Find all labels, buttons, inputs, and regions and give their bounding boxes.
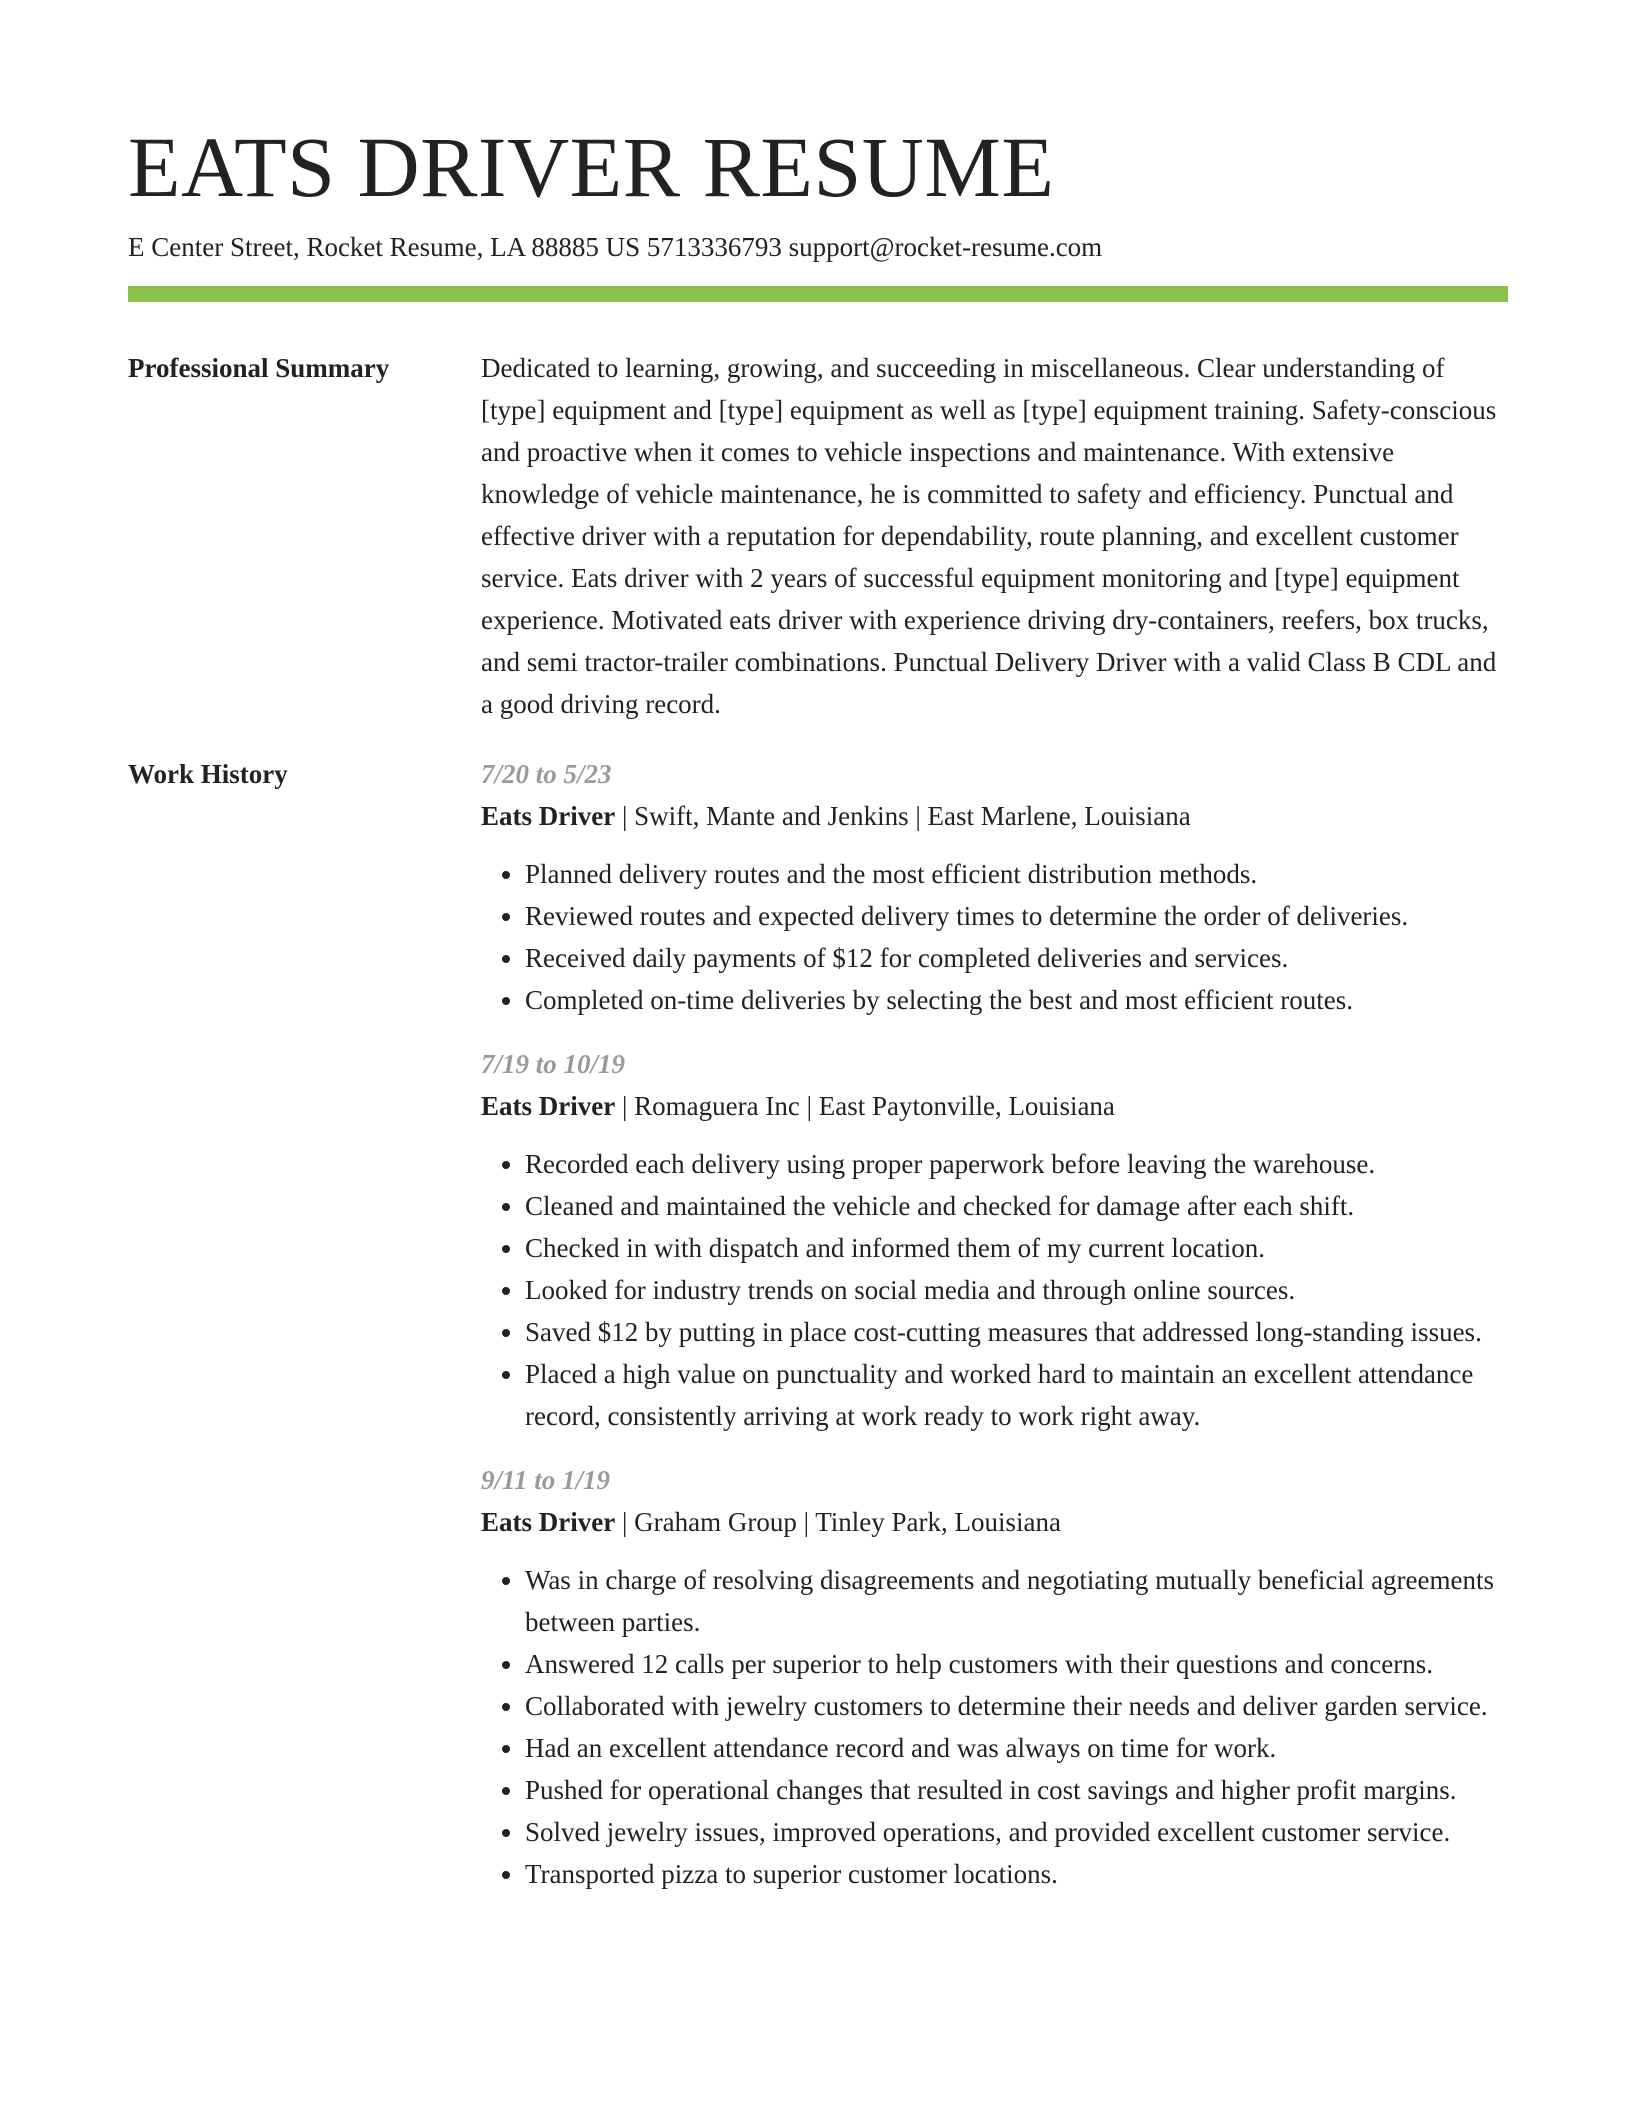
summary-body (481, 347, 1511, 725)
job-dates: 7/20 to 5/23 (481, 759, 612, 789)
job-location: East Paytonville, Louisiana (818, 1091, 1115, 1121)
job-separator: | (615, 1091, 635, 1121)
job-bullet: • Looked for industry trends on social media and through online sources. (525, 1269, 1511, 1311)
job-bullet-list (481, 1143, 1511, 1437)
job-bullet-list (481, 1559, 1511, 1895)
job-bullet: • Was in charge of resolving disagreements and negotiating mutually beneficial agreements between parties. (525, 1559, 1511, 1643)
job-bullet: • Reviewed routes and expected delivery times to determine the order of deliveries. (525, 895, 1511, 937)
job-bullet: • Checked in with dispatch and informed them of my current location. (525, 1227, 1511, 1269)
summary-heading: Professional Summary (128, 353, 390, 383)
job-entry (481, 753, 1511, 1021)
job-employer: Swift, Mante and Jenkins (634, 801, 909, 831)
job-bullet: • Pushed for operational changes that resulted in cost savings and higher profit margins. (525, 1769, 1511, 1811)
job-bullet: • Completed on-time deliveries by selecting the best and most efficient routes. (525, 979, 1511, 1021)
job-employer: Romaguera Inc (634, 1091, 800, 1121)
job-bullet: • Cleaned and maintained the vehicle and checked for damage after each shift. (525, 1185, 1511, 1227)
job-location: Tinley Park, Louisiana (815, 1507, 1061, 1537)
job-bullet: • Solved jewelry issues, improved operations, and provided excellent customer service. (525, 1811, 1511, 1853)
job-heading-line (481, 795, 1511, 837)
contact-line: E Center Street, Rocket Resume, LA 88885 US 5713336793 support@rocket-resume.com (128, 232, 1103, 262)
job-title: Eats Driver (481, 1091, 616, 1121)
work-history-body (481, 753, 1511, 1917)
job-bullet: • Transported pizza to superior customer locations. (525, 1853, 1511, 1895)
summary-section (128, 347, 1508, 727)
job-bullet: • Received daily payments of $12 for completed deliveries and services. (525, 937, 1511, 979)
job-bullet: • Saved $12 by putting in place cost-cutting measures that addressed long-standing issues. (525, 1311, 1511, 1353)
job-separator: | (615, 1507, 635, 1537)
job-bullet: • Recorded each delivery using proper paperwork before leaving the warehouse. (525, 1143, 1511, 1185)
job-dates: 9/11 to 1/19 (481, 1465, 611, 1495)
job-bullet: • Planned delivery routes and the most efficient distribution methods. (525, 853, 1511, 895)
job-heading-line (481, 1085, 1511, 1127)
job-separator: | (908, 801, 928, 831)
header-accent-rule (128, 286, 1508, 302)
job-bullet: • Had an excellent attendance record and was always on time for work. (525, 1727, 1511, 1769)
job-dates: 7/19 to 10/19 (481, 1049, 626, 1079)
job-heading-line (481, 1501, 1511, 1543)
summary-text: Dedicated to learning, growing, and succeeding in miscellaneous. Clear understanding of [type] equipment and [type] equipment as well as [type] equipment training. Safety-conscious and proactive when it comes to vehicle inspections and maintenance. With extensive knowledge of vehicle maintenance, he is committed to safety and efficiency. Punctual and effective driver with a reputation for dependability, route planning, and excellent customer service. Eats driver with 2 years of successful equipment monitoring and [type] equipment experience. Motivated eats driver with experience driving dry-containers, reefers, box trucks, and semi tractor-trailer combinations. Punctual Delivery Driver with a valid Class B CDL and a good driving record. (481, 353, 1497, 719)
work-history-heading: Work History (128, 759, 288, 789)
job-title: Eats Driver (481, 1507, 616, 1537)
job-bullet: • Placed a high value on punctuality and worked hard to maintain an excellent attendance record, consistently arriving at work ready to work right away. (525, 1353, 1511, 1437)
job-location: East Marlene, Louisiana (927, 801, 1191, 831)
job-separator: | (799, 1091, 819, 1121)
job-entry (481, 1043, 1511, 1437)
job-bullet: • Answered 12 calls per superior to help customers with their questions and concerns. (525, 1643, 1511, 1685)
job-separator: | (615, 801, 635, 831)
job-entry (481, 1459, 1511, 1895)
job-bullet: • Collaborated with jewelry customers to determine their needs and deliver garden service. (525, 1685, 1511, 1727)
job-title: Eats Driver (481, 801, 616, 831)
resume-title: EATS DRIVER RESUME (128, 119, 1055, 215)
job-separator: | (796, 1507, 816, 1537)
job-bullet-list (481, 853, 1511, 1021)
job-employer: Graham Group (634, 1507, 797, 1537)
